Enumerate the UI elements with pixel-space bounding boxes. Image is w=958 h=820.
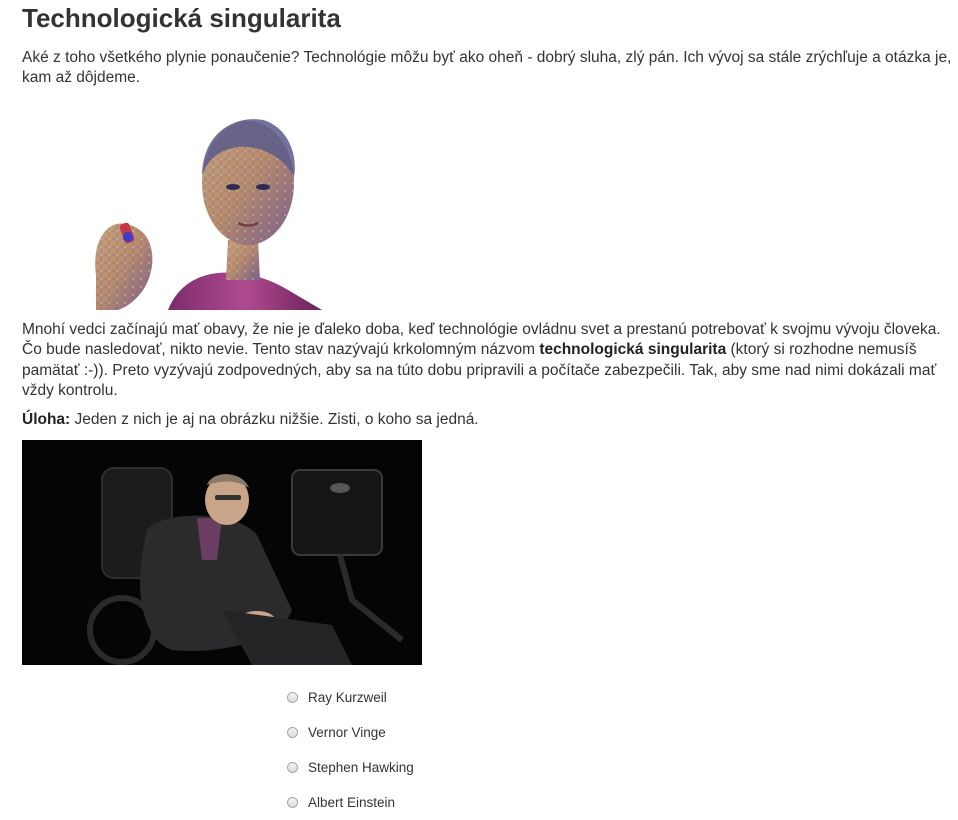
body-text-start: Mnohí vedci začínajú mať obavy, že nie je ďaleko doba, keď technológie ovládnu svet a prestanú potrebovať k svojmu vývoju človeka. Čo bude nasledovať, nikto nevie. Tento stav nazývajú krkolomným názvom — [22, 321, 941, 359]
intro-paragraph: Aké z toho všetkého plynie ponaučenie? Technológie môžu byť ako oheň - dobrý sluha, zlý pán. Ich vývoj sa stále zrýchľuje a otázka je, kam až dôjdeme. — [22, 49, 952, 87]
answer-options — [287, 680, 414, 820]
option-vernor-vinge[interactable] — [287, 715, 414, 750]
body-paragraph — [22, 320, 952, 402]
option-label: Stephen Hawking — [308, 760, 414, 775]
radio-button[interactable] — [287, 797, 298, 808]
radio-button[interactable] — [287, 692, 298, 703]
body-text-bold: technologická singularita — [539, 341, 727, 359]
option-albert-einstein[interactable] — [287, 785, 414, 820]
ai-face-image — [88, 115, 322, 310]
option-label: Albert Einstein — [308, 795, 396, 810]
option-stephen-hawking[interactable] — [287, 750, 414, 785]
option-label: Ray Kurzweil — [308, 690, 387, 705]
radio-button[interactable] — [287, 762, 298, 773]
task-label: Úloha: — [22, 411, 71, 428]
body-text-end: (ktorý si rozhodne nemusíš pamätať :-)). Preto vyzývajú zodpovedných, aby sa na túto dobu pripravili a počítače zabezpečili. Tak, aby sme nad nimi dokázali mať vždy kontrolu. — [22, 341, 937, 400]
option-label: Vernor Vinge — [308, 725, 386, 740]
radio-button[interactable] — [287, 727, 298, 738]
wheelchair-photo — [22, 440, 422, 665]
page-title: Technologická singularita — [22, 3, 341, 33]
option-ray-kurzweil[interactable] — [287, 680, 414, 715]
task-paragraph — [22, 410, 952, 430]
task-text: Jeden z nich je aj na obrázku nižšie. Zisti, o koho sa jedná. — [70, 411, 479, 428]
